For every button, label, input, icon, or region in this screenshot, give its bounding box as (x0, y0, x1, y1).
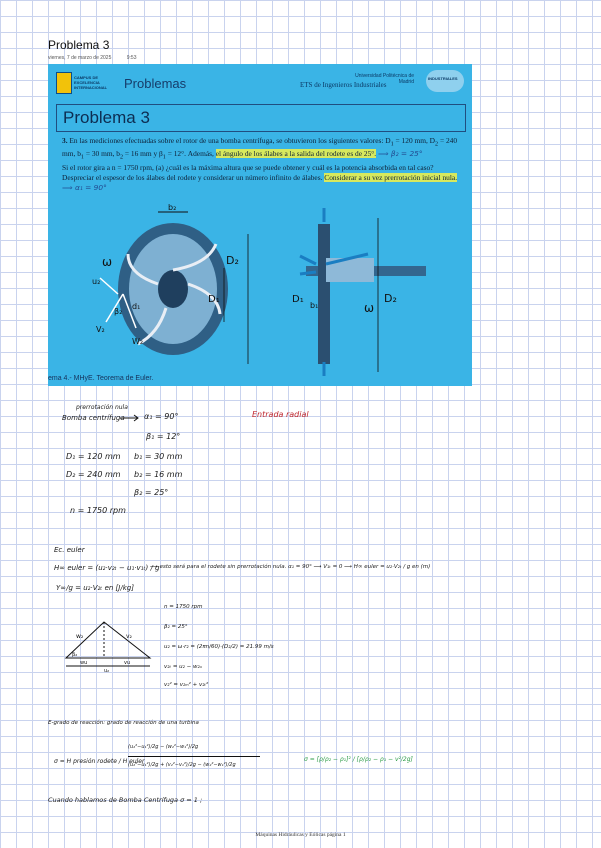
velocity-triangle-icon (64, 618, 154, 674)
tri-w2: w₂ (76, 633, 84, 640)
note-d1: D₁ = 120 mm (66, 452, 121, 461)
note-entrada-radial: Entrada radial (252, 410, 309, 419)
university-name: Universidad Politécnica de Madrid (355, 73, 414, 85)
highlight-exit-angle: el ángulo de los álabes a la salida del rodete es de 25°. (215, 149, 377, 159)
page-meta (48, 55, 151, 61)
tri-vu: vu (124, 660, 131, 666)
school-name: ETS de Ingenieros Industriales (300, 81, 387, 89)
label-D2-right: D₂ (384, 292, 397, 305)
label-D1-left: D₁ (208, 294, 220, 305)
note-sigma-green: σ = [ρ/ρ₂ − ρ₁]² / [ρ/ρ₂ − ρ₁ − v²/2g] (304, 756, 413, 763)
note-sigma-lhs: σ = H presión rodete / H euler (54, 758, 145, 765)
label-D2-left: D₂ (226, 254, 239, 267)
highlight-prerotation: Considerar a su vez prerrotación inicial nula. (324, 172, 458, 182)
slide-footer: ema 4.- MHyE. Teorema de Euler. (48, 375, 154, 382)
label-omega: ω (102, 255, 113, 269)
note-grado: E-grado de reacción: grado de reacción de una turbina (48, 720, 199, 726)
note-b2: b₂ = 16 mm (134, 470, 183, 479)
slide-image (48, 64, 472, 386)
note-energy: Y∞/g = u₂·V₂ₜ en [J/kg] (56, 584, 134, 592)
industriales-logo-text: INDUSTRIALES (428, 76, 458, 81)
slide-title: Problema 3 (63, 108, 150, 127)
note-u2-calc: u₂ = ω·r₂ = (2πn/60)·(D₂/2) = 21.99 m/s (164, 644, 274, 650)
note-v2t: v₂ₜ = u₂ − w₂ᵤ (164, 664, 202, 670)
note-arrow-icon (120, 414, 142, 422)
note-ec-euler: Ec. euler (54, 546, 85, 554)
note-euler-comment: ⟶ esto será para el rodete sin prerrotación nula. α₁ = 90° ⟶ V₁ₜ = 0 ⟶ H∞ euler = u₂·V₂ₜ / g en (m) (150, 564, 431, 570)
tri-wu: wu (80, 660, 88, 666)
label-w2: W₂ (132, 337, 144, 346)
note-n: n = 1750 rpm (70, 506, 126, 515)
handwritten-beta2: ⟹ β₂ = 25° (377, 149, 423, 159)
problem-text-1: En las mediciones efectuadas sobre el rotor de una bomba centrífuga, se obtuvieron los siguientes valores: D (69, 136, 391, 145)
problem-text-7: Si el rotor gira a n = 1750 rpm, (a) ¿cuál es la máxima altura que se puede obtener y cuál es la potencia absorbida en tal caso? Despreciar el espesor de los álabes del rodete y considerar un número infinito de álabes. (62, 162, 434, 182)
note-sigma-denominator: (u₂²−u₁²)/2g + (v₂²−v₁²)/2g − (w₂²−w₁²)/2g (128, 762, 236, 768)
problem-statement: 3. En las mediciones efectuadas sobre el rotor de una bomba centrífuga, se obtuvieron los siguientes valores: $D_1 = 120$ mm, $D_2 = 240$ mm, $b_1 = 30$ mm, $b_2 = 16$ mm y $\beta_1 = 12^\circ$. Además, el ángulo de los álabes a la salida del rodete es de 25°. ⟹ β₂ = 25° Si el rotor gira a n = 1750 rpm, (a) ¿cuál es la máxima altura que se puede obtener y cuál es la potencia absorbida en tal caso? Despreciar el espesor de los álabes del rodete y considerar un número infinito de álabes. Considerar a su vez prerrotación inicial nula. ⟹ α₁ = 90° (62, 136, 458, 192)
campus-label: CAMPUS DE EXCELENCIA INTERNACIONAL (74, 75, 108, 90)
tri-v2: v₂ (126, 633, 132, 640)
slide-title-box (56, 104, 466, 132)
note-v2sq: v₂² = v₂ₘ² + v₂ₜ² (164, 682, 209, 688)
problem-text-6: = 12°. Además, (165, 149, 216, 159)
problem-text-5: = 16 mm y β (123, 149, 163, 159)
label-u2: u₂ (92, 277, 101, 286)
problem-text-2: = 120 mm, D (393, 136, 436, 145)
label-beta2: β₂ (114, 307, 123, 316)
note-b1: b₁ = 30 mm (134, 452, 183, 461)
note-bomba: Bomba centrífuga (62, 414, 125, 422)
problem-text-4: = 30 mm, b (83, 149, 120, 159)
label-D1-right: D₁ (292, 294, 304, 305)
fraction-bar (128, 756, 260, 757)
note-euler-equation: H∞ euler = (u₂·v₂ₜ − u₁·v₁ₜ) / g (54, 564, 160, 572)
note-alpha1: α₁ = 90° (144, 412, 179, 421)
label-b2: b₂ (168, 203, 177, 212)
upm-logo-icon (56, 72, 72, 94)
page-footer: Máquinas Hidráulicas y Eólicas página 1 (255, 832, 346, 838)
label-d1: d₁ (132, 302, 141, 311)
tri-u2: u₂ (104, 668, 110, 674)
slide-header (48, 64, 472, 98)
problem-number: 3. (62, 136, 68, 145)
label-omega-right: ω (364, 301, 375, 315)
note-beta2b: β₂ = 25° (164, 624, 188, 630)
page-date: viernes, 7 de marzo de 2025 (48, 55, 112, 61)
handwritten-alpha1: ⟹ α₁ = 90° (62, 182, 107, 192)
note-last-line: Cuando hablamos de Bomba Centrífuga σ = 1 ; (48, 796, 203, 804)
problem-text-3: = 240 mm, b (62, 136, 458, 159)
note-beta2: β₂ = 25° (134, 488, 169, 497)
note-prerrotacion: prerrotación nula (76, 404, 128, 411)
slide-category: Problemas (124, 76, 187, 91)
label-b1: b₁ (310, 301, 319, 310)
page-title: Problema 3 (48, 38, 110, 52)
note-sigma-numerator: (u₂²−u₁²)/2g − (w₂²−w₁²)/2g (128, 744, 199, 750)
industriales-logo-icon (426, 70, 464, 92)
label-v2: V₂ (96, 325, 105, 334)
tri-beta2: β₂ (72, 652, 78, 658)
impeller-diagram (48, 204, 472, 379)
note-d2: D₂ = 240 mm (66, 470, 121, 479)
note-beta1: β₁ = 12° (146, 432, 181, 441)
page-time: 9:53 (126, 55, 137, 61)
note-u-rpm: n = 1750 rpm (164, 604, 203, 610)
